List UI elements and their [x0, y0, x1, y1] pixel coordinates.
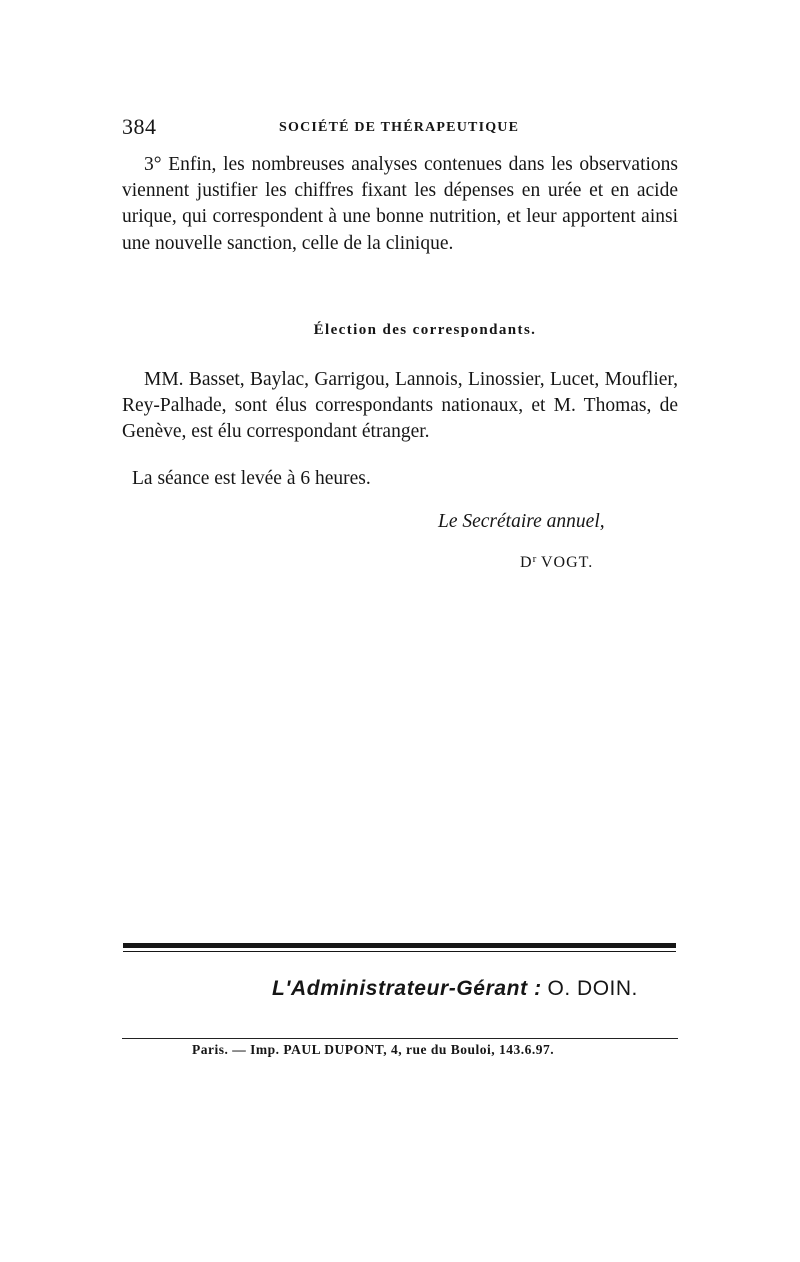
signature-role: Le Secrétaire annuel, [438, 511, 605, 532]
running-title: SOCIÉTÉ DE THÉRAPEUTIQUE [279, 120, 520, 135]
paragraph-elections: MM. Basset, Baylac, Garrigou, Lannois, Linossier, Lucet, Mouflier, Rey-Palhade, sont élus correspondants nationaux, et M. Thomas, de Genève, est élu correspondant étranger. [122, 369, 678, 443]
administrator-name: O. DOIN. [547, 977, 638, 1000]
footer-rule-thick [123, 943, 676, 948]
signature-name [520, 553, 593, 572]
footer-rule-thin [123, 951, 676, 952]
section-heading: Élection des correspondants. [313, 322, 537, 338]
signature-title-superscript: r [532, 553, 537, 565]
signature-surname: VOGT. [540, 554, 594, 571]
signature-title: D [520, 554, 533, 571]
imprint-rule [122, 1038, 678, 1039]
administrator-role: L'Administrateur-Gérant : [272, 977, 542, 1000]
page-number: 384 [122, 114, 157, 139]
paragraph-conclusion: 3° Enfin, les nombreuses analyses contenues dans les observations viennent justifier les chiffres fixant les dépenses en urée et en acide urique, qui correspondent à une bonne nutrition, et leur apportent ainsi une nouvelle sanction, celle de la clinique. [122, 154, 678, 254]
printer-imprint: Paris. — Imp. PAUL DUPONT, 4, rue du Bouloi, 143.6.97. [192, 1042, 555, 1057]
page-header [122, 114, 678, 138]
paragraph-adjournment: La séance est levée à 6 heures. [132, 468, 371, 489]
administrator-line [272, 977, 638, 1001]
